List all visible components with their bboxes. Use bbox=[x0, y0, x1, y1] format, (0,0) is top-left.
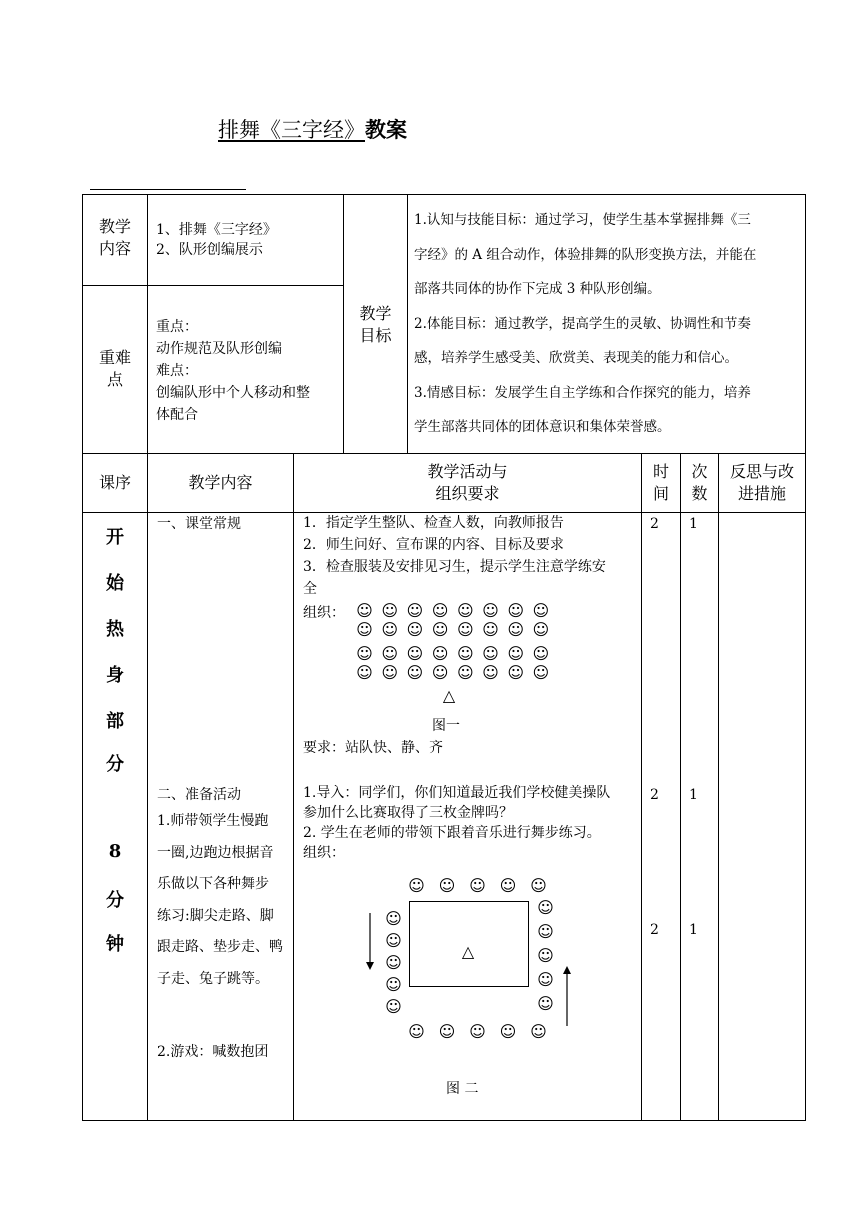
student-icon: ☺ bbox=[456, 620, 474, 639]
student-icon: ☺ bbox=[469, 876, 486, 895]
student-icon: ☺ bbox=[431, 644, 449, 663]
student-icon: ☺ bbox=[381, 663, 399, 682]
student-icon: ☺ bbox=[408, 876, 425, 895]
student-icon: ☺ bbox=[507, 644, 525, 663]
student-icon: ☺ bbox=[356, 601, 373, 620]
student-icon: ☺ bbox=[507, 663, 525, 682]
page-title bbox=[218, 114, 407, 144]
student-icon: ☺ bbox=[499, 876, 517, 895]
arrow-up-icon bbox=[561, 966, 573, 1026]
part2-game: 2.游戏：喊数抱团 bbox=[157, 1044, 269, 1060]
goals-label: 教学 目标 bbox=[359, 304, 392, 345]
part2-time: 2 bbox=[650, 922, 659, 938]
header-count: 次 数 bbox=[691, 462, 708, 503]
content-items: 1、排舞《三字经》 2、队形创编展示 bbox=[156, 222, 277, 258]
student-icon: ☺ bbox=[406, 601, 424, 620]
fig1-caption: 图一 bbox=[432, 718, 460, 734]
header-reflect: 反思与改 进措施 bbox=[729, 462, 794, 503]
keypoints-text: 重点： 动作规范及队形创编 难点： 创编队形中个人移动和整 体配合 bbox=[156, 319, 310, 423]
title-suffix: 教案 bbox=[365, 117, 407, 142]
part1-time: 2 bbox=[650, 516, 659, 532]
student-icon: ☺ bbox=[385, 953, 402, 972]
student-icon: ☺ bbox=[356, 644, 373, 663]
student-icon: ☺ bbox=[537, 922, 554, 941]
content-label: 教学 内容 bbox=[98, 217, 131, 258]
part2-time: 2 bbox=[650, 787, 659, 803]
student-icon: ☺ bbox=[530, 1022, 547, 1041]
section-char: 身 bbox=[106, 665, 124, 686]
student-icon: ☺ bbox=[507, 620, 525, 639]
section-char: 8 bbox=[108, 841, 122, 862]
student-icon: ☺ bbox=[456, 601, 474, 620]
student-icon: ☺ bbox=[537, 898, 554, 917]
student-icon: ☺ bbox=[381, 601, 399, 620]
student-icon: ☺ bbox=[438, 876, 456, 895]
section-char: 钟 bbox=[106, 934, 124, 955]
student-icon: ☺ bbox=[530, 876, 547, 895]
student-icon: ☺ bbox=[385, 909, 402, 928]
part1-content: 一、课堂常规 bbox=[157, 516, 241, 532]
student-icon: ☺ bbox=[532, 620, 550, 639]
header-time: 时 间 bbox=[652, 462, 669, 503]
student-icon: ☺ bbox=[385, 975, 402, 994]
student-icon: ☺ bbox=[381, 644, 399, 663]
part1-requirement: 要求：站队快、静、齐 bbox=[303, 740, 443, 756]
student-icon: ☺ bbox=[537, 994, 554, 1013]
part2-count: 1 bbox=[689, 922, 698, 938]
fig2-caption: 图 二 bbox=[446, 1081, 479, 1097]
section-char: 部 bbox=[106, 711, 124, 732]
student-icon: ☺ bbox=[537, 946, 554, 965]
part2-count: 1 bbox=[689, 787, 698, 803]
student-icon: ☺ bbox=[469, 1022, 486, 1041]
section-char: 始 bbox=[106, 573, 124, 594]
section-char: 开 bbox=[106, 527, 124, 548]
teacher-icon: △ bbox=[442, 686, 456, 705]
part2-content: 1.师带领学生慢跑 一圈,边跑边根据音 乐做以下各种舞步 练习:脚尖走路、脚 跟走路、垫步走、鸭 子走、兔子跳等。 bbox=[157, 813, 283, 987]
header-content: 教学内容 bbox=[188, 473, 253, 492]
title-main: 排舞《三字经》 bbox=[218, 118, 365, 142]
student-icon: ☺ bbox=[507, 601, 525, 620]
part2-activity: 1.导入：同学们，你们知道最近我们学校健美操队 参加什么比赛取得了三枚金牌吗？ 2. 学生在老师的带领下跟着音乐进行舞步练习。 组织： bbox=[303, 785, 611, 861]
student-icon: ☺ bbox=[385, 997, 402, 1016]
student-icon: ☺ bbox=[438, 1022, 456, 1041]
student-icon: ☺ bbox=[532, 644, 550, 663]
decorative-underline bbox=[90, 189, 246, 190]
goals-text: 1.认知与技能目标：通过学习，使学生基本掌握排舞《三 字经》的 A 组合动作，体验排舞的队形变换方法，并能在 部落共同体的协作下完成 3 种队形创编。 2.体能目标：通过教学，提高学生的灵敏、协调性和节奏 感，培养学生感受美、欣赏美、表现美的能力和信心。 3.情感目标：发展学生自主学练和合作探究的能力，培养 学生部落共同体的团体意识和集体荣誉感。 bbox=[414, 212, 757, 435]
student-icon: ☺ bbox=[381, 620, 399, 639]
part1-count: 1 bbox=[689, 516, 698, 532]
student-icon: ☺ bbox=[406, 644, 424, 663]
student-icon: ☺ bbox=[431, 620, 449, 639]
student-icon: ☺ bbox=[408, 1022, 425, 1041]
student-icon: ☺ bbox=[456, 663, 474, 682]
student-icon: ☺ bbox=[532, 601, 550, 620]
student-icon: ☺ bbox=[406, 663, 424, 682]
header-seq: 课序 bbox=[98, 473, 131, 492]
teacher-icon: △ bbox=[461, 942, 475, 961]
student-icon: ☺ bbox=[356, 620, 373, 639]
section-char: 分 bbox=[106, 890, 124, 911]
student-icon: ☺ bbox=[482, 620, 499, 639]
part2-content-title: 二、准备活动 bbox=[157, 787, 241, 803]
student-icon: ☺ bbox=[456, 644, 474, 663]
student-icon: ☺ bbox=[482, 663, 499, 682]
student-icon: ☺ bbox=[431, 663, 449, 682]
header-activity: 教学活动与 组织要求 bbox=[427, 462, 508, 503]
student-icon: ☺ bbox=[406, 620, 424, 639]
arrow-down-icon bbox=[364, 913, 376, 970]
keypoints-label: 重难 点 bbox=[98, 348, 131, 389]
student-icon: ☺ bbox=[356, 663, 373, 682]
part1-org-label: 组织： bbox=[303, 605, 345, 621]
section-char: 热 bbox=[106, 619, 124, 640]
student-icon: ☺ bbox=[482, 601, 499, 620]
student-icon: ☺ bbox=[385, 931, 402, 950]
part1-activity: 1．指定学生整队、检查人数，向教师报告 2．师生问好、宣布课的内容、目标及要求 3．检查服装及安排见习生，提示学生注意学练安 全 bbox=[303, 515, 606, 597]
student-icon: ☺ bbox=[532, 663, 550, 682]
student-icon: ☺ bbox=[499, 1022, 517, 1041]
student-icon: ☺ bbox=[431, 601, 449, 620]
section-char: 分 bbox=[106, 754, 124, 775]
student-icon: ☺ bbox=[482, 644, 499, 663]
student-icon: ☺ bbox=[537, 970, 554, 989]
